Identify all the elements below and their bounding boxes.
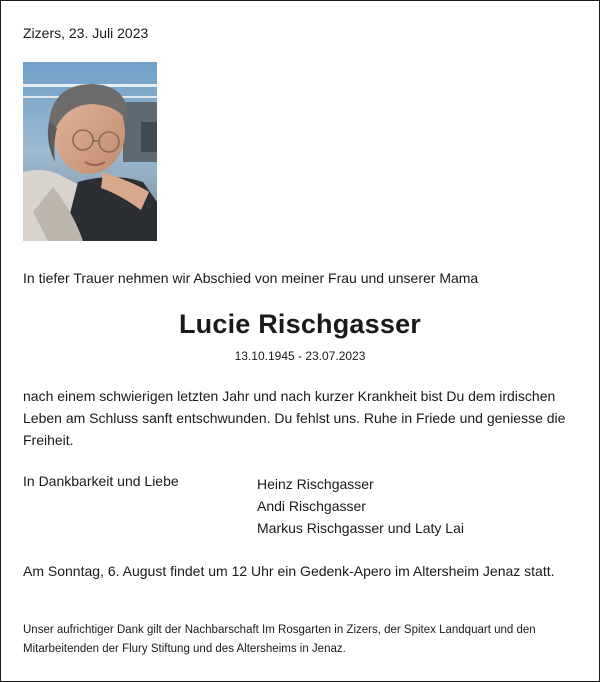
intro-text: In tiefer Trauer nehmen wir Abschied von meiner Frau und unserer Mama bbox=[23, 270, 479, 286]
memorial-event-text: Am Sonntag, 6. August findet um 12 Uhr ein Gedenk-Apero im Altersheim Jenaz statt. bbox=[23, 563, 555, 579]
signers-list bbox=[257, 473, 464, 539]
signer-name: Heinz Rischgasser bbox=[257, 476, 374, 492]
life-dates: 13.10.1945 - 23.07.2023 bbox=[234, 349, 366, 363]
deceased-name: Lucie Rischgasser bbox=[178, 309, 421, 339]
farewell-text: nach einem schwierigen letzten Jahr und nach kurzer Krankheit bist Du dem irdischen Leben am Schluss sanft entschwunden. Du fehlst uns. Ruhe in Friede und geniesse die Freiheit. bbox=[23, 388, 566, 448]
portrait-image bbox=[23, 62, 157, 241]
signer-name: Markus Rischgasser und Laty Lai bbox=[257, 520, 464, 536]
thanks-label: In Dankbarkeit und Liebe bbox=[23, 473, 179, 489]
acknowledgement-text: Unser aufrichtiger Dank gilt der Nachbarschaft Im Rosgarten in Zizers, der Spitex Landquart und den Mitarbeitenden der Flury Stiftung und des Altersheims in Jenaz. bbox=[23, 624, 536, 655]
signer-name: Andi Rischgasser bbox=[257, 498, 366, 514]
place-date: Zizers, 23. Juli 2023 bbox=[23, 25, 149, 41]
portrait-photo bbox=[23, 62, 157, 241]
